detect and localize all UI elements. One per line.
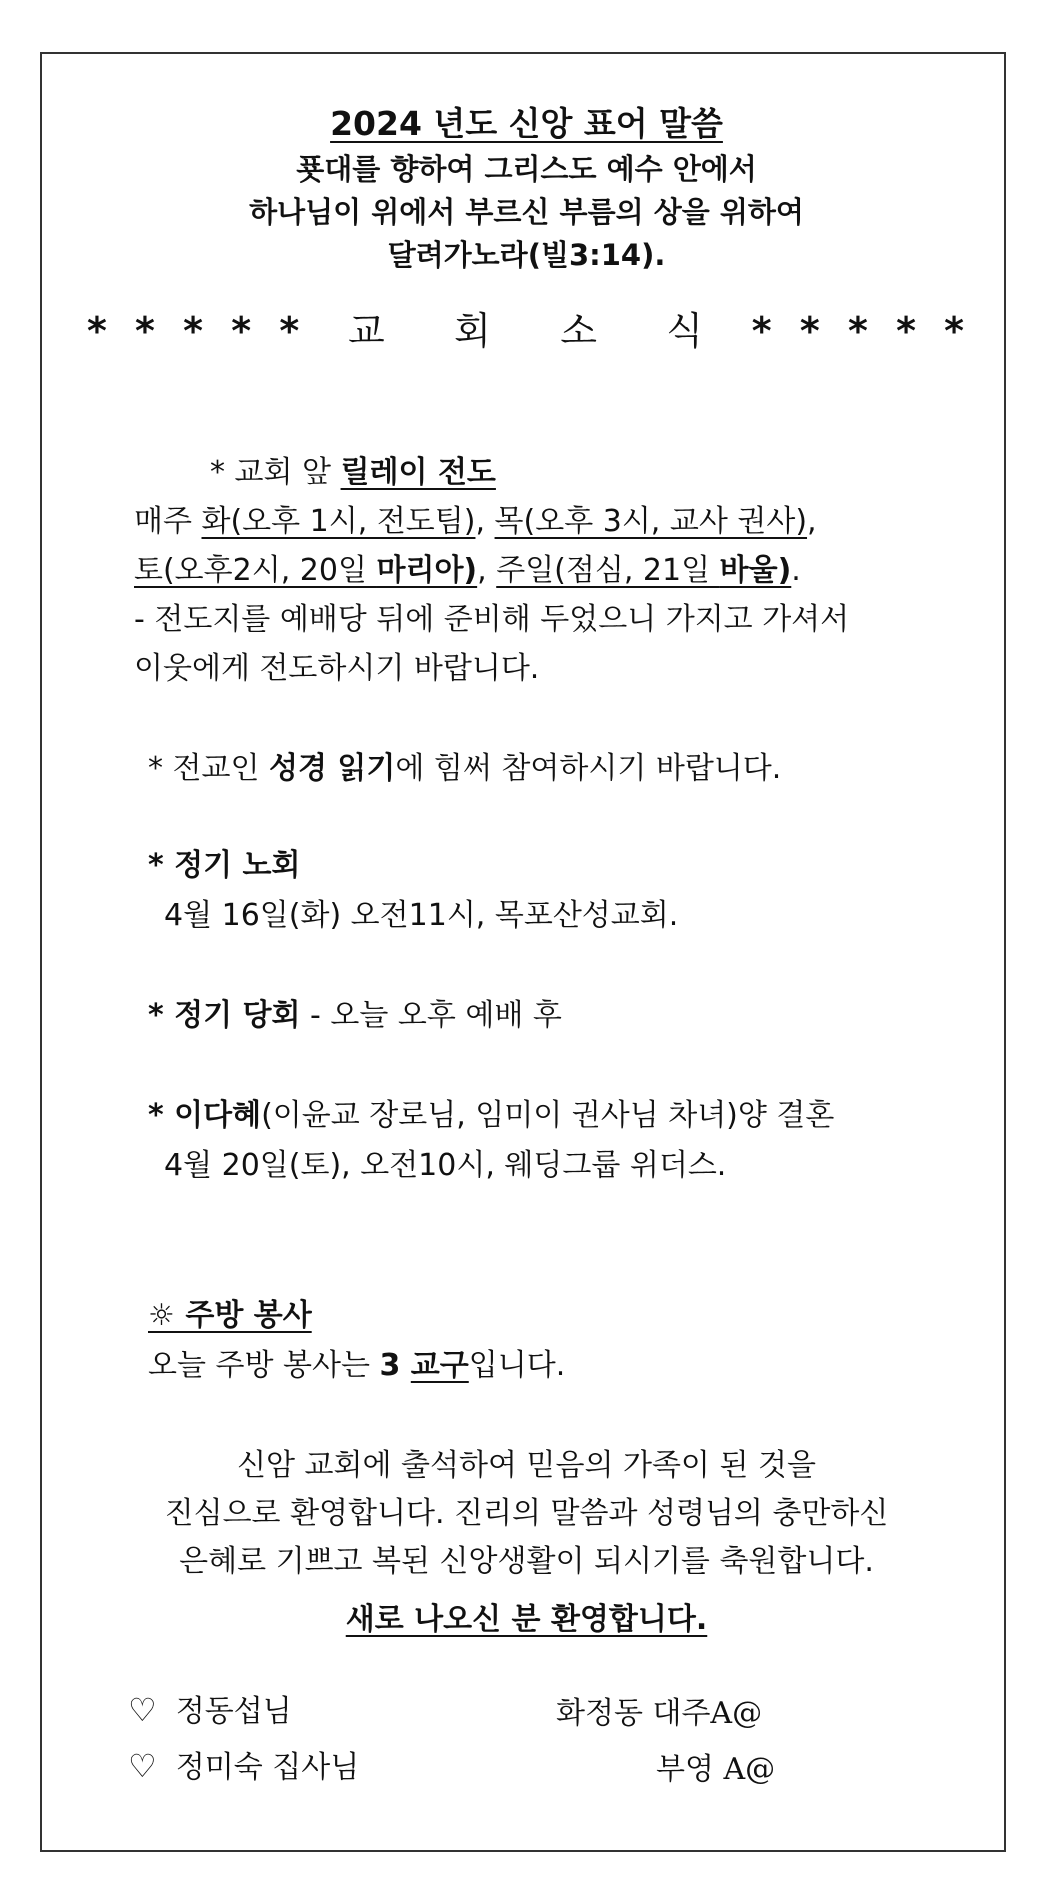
banner-star: * [183, 309, 206, 353]
kitchen-district: 교구 [410, 1348, 469, 1383]
welcome-line-3: 은혜로 기쁘고 복된 신앙생활이 되시기를 축원합니다. [179, 1544, 874, 1579]
verse-line-3: 달려가노라(빌3:14). [387, 238, 666, 272]
bible-emphasis: 성경 읽기 [269, 751, 396, 786]
relay-text: 매주 [134, 504, 202, 539]
relay-text: , [475, 504, 495, 539]
relay-schedule-line-1 [134, 496, 817, 540]
relay-text: , [477, 553, 497, 588]
session-detail: - 오늘 오후 예배 후 [300, 998, 562, 1033]
newcomer-row [128, 1742, 359, 1786]
presbytery-heading: * 정기 노회 [148, 848, 301, 883]
heart-outline-icon: ♡ [128, 1747, 157, 1785]
wedding-detail: 4월 20일(토), 오전10시, 웨딩그룹 위더스. [164, 1148, 727, 1183]
page-title [0, 98, 1053, 145]
relay-saturday [134, 553, 477, 588]
wedding-text: (이윤교 장로님, 임미이 권사님 차녀)양 결혼 [261, 1098, 835, 1133]
banner-star: * [279, 309, 302, 353]
kitchen-text: 입니다. [468, 1348, 566, 1383]
session-notice [148, 990, 562, 1034]
kitchen-number: 3 [379, 1348, 411, 1383]
relay-text: . [791, 553, 801, 588]
relay-schedule-line-2 [134, 545, 801, 589]
banner-star: * [847, 309, 870, 353]
banner-char: 소 [560, 309, 599, 353]
title-text: 2024 년도 신앙 표어 말씀 [330, 104, 723, 143]
relay-text: 토(오후2시, 20일 [134, 553, 377, 588]
relay-text: 바울) [719, 553, 792, 588]
newcomer-info: 화정동 대주A@ [556, 1696, 763, 1731]
relay-text: 주일(점심, 21일 [496, 553, 720, 588]
relay-note-line-2: 이웃에게 전도하시기 바랍니다. [134, 651, 540, 686]
welcome-newcomers-text: 새로 나오신 분 환영합니다. [345, 1602, 708, 1637]
relay-thursday: 목(오후 3시, 교사 권사) [494, 504, 808, 539]
newcomer-row [128, 1686, 292, 1730]
banner-star: * [896, 309, 918, 353]
banner-star: * [799, 309, 822, 353]
heart-outline-icon: ♡ [128, 1691, 157, 1729]
church-news-banner [0, 300, 1053, 355]
session-heading: * 정기 당회 [148, 998, 301, 1033]
wedding-notice [148, 1090, 834, 1134]
relay-text: 마리아) [376, 553, 478, 588]
kitchen-text: 오늘 주방 봉사는 [148, 1348, 380, 1383]
kitchen-detail [148, 1340, 565, 1384]
relay-sunday [496, 553, 791, 588]
welcome-line-2: 진심으로 환영합니다. 진리의 말씀과 성령님의 충만하신 [164, 1496, 889, 1531]
banner-star: * [86, 309, 109, 353]
bible-text: * 전교인 [148, 751, 270, 786]
banner-char: 회 [454, 309, 493, 353]
banner-star: * [751, 309, 774, 353]
relay-text: , [807, 504, 817, 539]
relay-title: 릴레이 전도 [340, 455, 496, 490]
relay-bullet: * 교회 앞 [210, 455, 341, 490]
kitchen-title: ☼ 주방 봉사 [148, 1298, 312, 1333]
banner-star: * [944, 309, 967, 353]
welcome-newcomers-heading [0, 1594, 1053, 1638]
newcomer-name: 정미숙 집사님 [175, 1750, 360, 1785]
newcomer-info: 부영 A@ [656, 1752, 776, 1787]
verse-line-1: 푯대를 향하여 그리스도 예수 안에서 [296, 152, 757, 186]
welcome-line-1: 신암 교회에 출석하여 믿음의 가족이 된 것을 [237, 1448, 816, 1483]
banner-char: 식 [666, 309, 705, 353]
bible-text: 에 힘써 참여하시기 바랍니다. [395, 751, 782, 786]
verse-line-2: 하나님이 위에서 부르신 부름의 상을 위하여 [249, 195, 804, 229]
presbytery-detail: 4월 16일(화) 오전11시, 목포산성교회. [164, 898, 679, 933]
newcomer-name: 정동섭님 [175, 1694, 292, 1729]
kitchen-heading [148, 1290, 312, 1334]
banner-star: * [231, 309, 254, 353]
relay-tuesday: 화(오후 1시, 전도팀) [201, 504, 476, 539]
wedding-name: * 이다혜 [148, 1098, 262, 1133]
relay-note-line-1: - 전도지를 예배당 뒤에 준비해 두었으니 가지고 가셔서 [134, 602, 850, 637]
bible-reading-notice [148, 743, 781, 787]
banner-star: * [135, 309, 157, 353]
banner-char: 교 [348, 309, 387, 353]
relay-heading [210, 447, 496, 491]
